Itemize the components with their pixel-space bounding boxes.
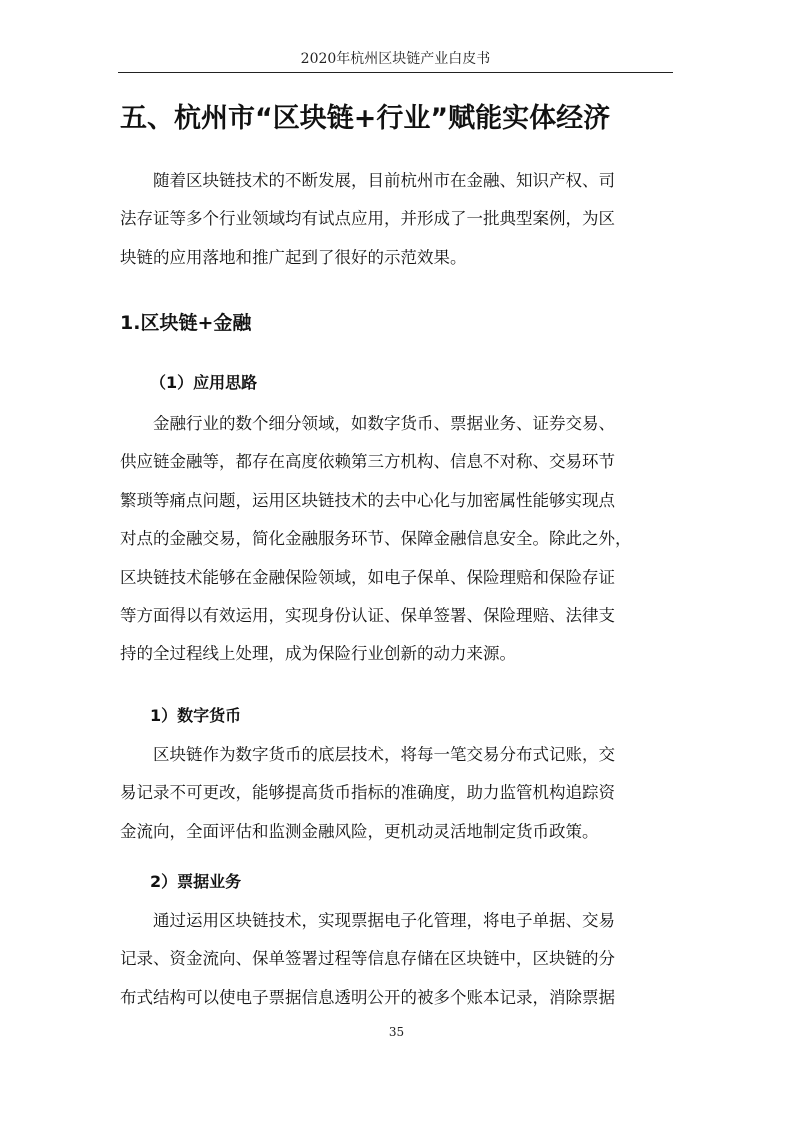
paragraph-line: 区块链技术能够在金融保险领域，如电子保单、保险理赔和保险存证 — [120, 567, 615, 587]
paragraph-line: 对点的金融交易，简化金融服务环节、保障金融信息安全。除此之外， — [120, 529, 632, 549]
paragraph-line: 块链的应用落地和推广起到了很好的示范效果。 — [120, 247, 467, 267]
item-heading-digital-currency: 1）数字货币 — [150, 706, 242, 725]
paragraph-line: 供应链金融等，都存在高度依赖第三方机构、信息不对称、交易环节 — [120, 452, 615, 472]
paragraph-line: 持的全过程线上处理，成为保险行业创新的动力来源。 — [120, 644, 516, 664]
paragraph-line: 繁琐等痛点问题，运用区块链技术的去中心化与加密属性能够实现点 — [120, 490, 615, 510]
paragraph-line: 记录、资金流向、保单签署过程等信息存储在区块链中，区块链的分 — [120, 949, 615, 969]
page-number: 35 — [388, 1025, 405, 1039]
paragraph-line: 通过运用区块链技术，实现票据电子化管理，将电子单据、交易 — [153, 911, 615, 930]
paragraph-line: 随着区块链技术的不断发展，目前杭州市在金融、知识产权、司 — [153, 171, 615, 190]
item-heading-bills: 2）票据业务 — [150, 872, 242, 891]
paragraph-line: 区块链作为数字货币的底层技术，将每一笔交易分布式记账，交 — [153, 745, 615, 764]
running-header-text: 2020年杭州区块链产业白皮书 — [300, 51, 491, 67]
paragraph-line: 易记录不可更改，能够提高货币指标的准确度，助力监管机构追踪资 — [120, 783, 615, 803]
approach-paragraph — [120, 405, 675, 674]
bills-paragraph — [120, 902, 675, 1017]
paragraph-line: 金融行业的数个细分领域，如数字货币、票据业务、证券交易、 — [153, 414, 615, 433]
section-heading-finance: 1.区块链+金融 — [120, 312, 252, 334]
intro-paragraph — [120, 162, 675, 277]
running-header — [118, 46, 673, 73]
digital-currency-paragraph — [120, 736, 675, 851]
paragraph-line: 法存证等多个行业领域均有试点应用，并形成了一批典型案例，为区 — [120, 209, 615, 229]
chapter-title: 五、杭州市“区块链+行业”赋能实体经济 — [120, 103, 611, 134]
subsection-heading-approach: （1）应用思路 — [150, 373, 258, 392]
paragraph-line: 等方面得以有效运用，实现身份认证、保单签署、保险理赔、法律支 — [120, 606, 615, 626]
paragraph-line: 金流向，全面评估和监测金融风险，更机动灵活地制定货币政策。 — [120, 821, 599, 841]
paragraph-line: 布式结构可以使电子票据信息透明公开的被多个账本记录，消除票据 — [120, 987, 615, 1007]
